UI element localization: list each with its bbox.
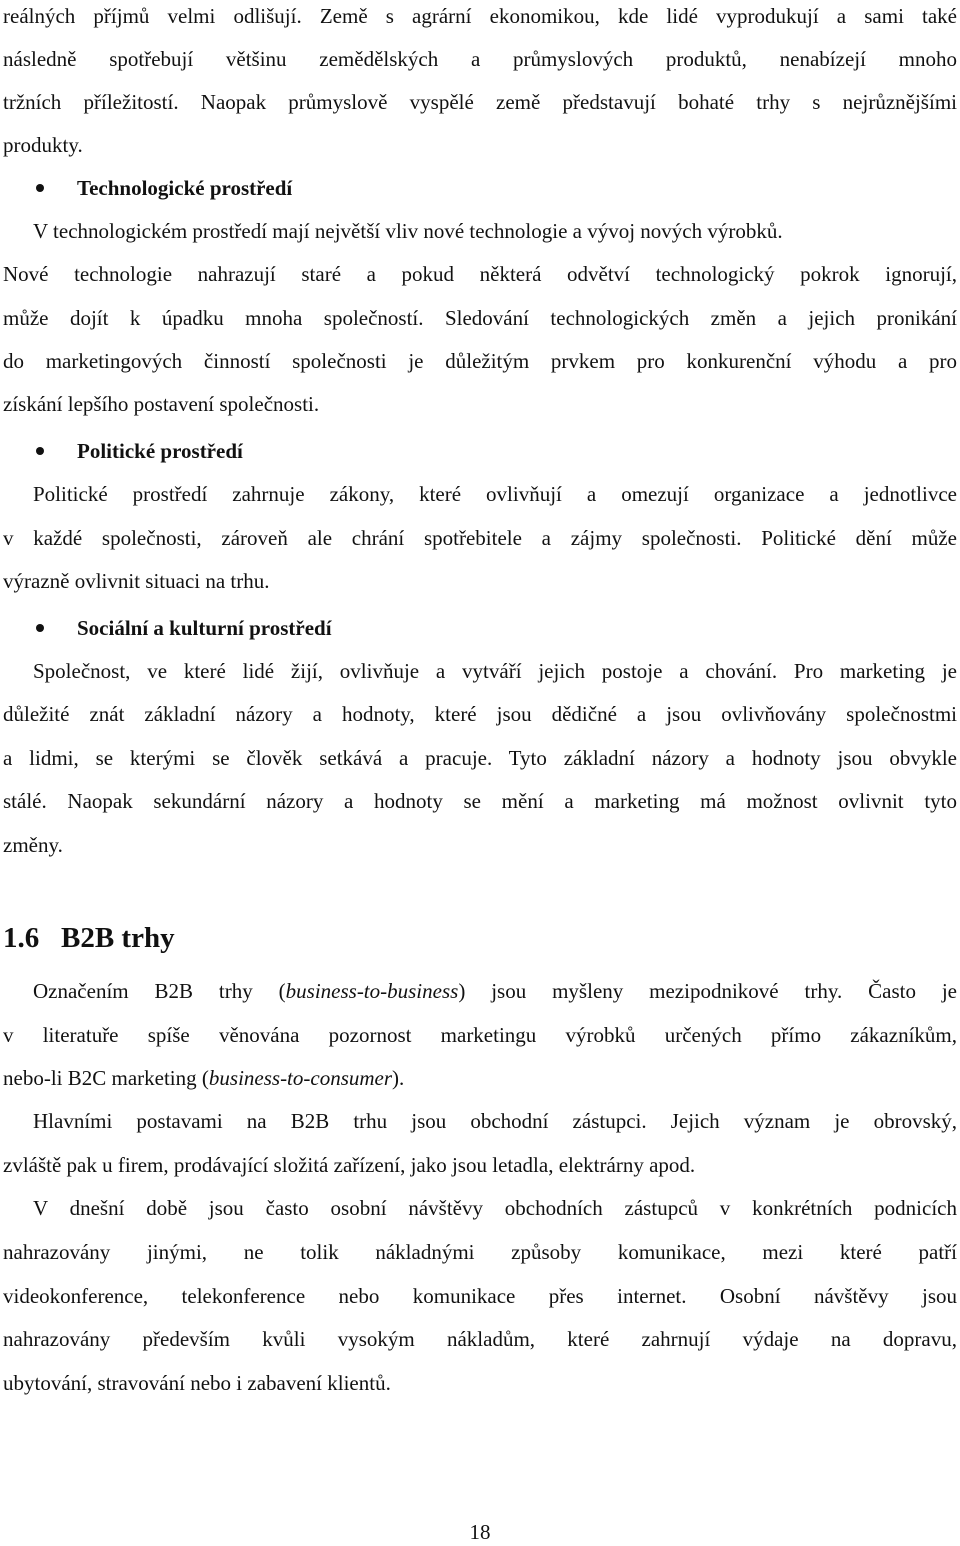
section-title: B2B trhy bbox=[61, 922, 175, 954]
italic-term: business-to-business bbox=[285, 979, 459, 1003]
bullet-heading-technology: Technologické prostředí bbox=[77, 176, 293, 200]
text-line: nahrazovány jinými, ne tolik nákladnými způsoby komunikace, mezi které patří bbox=[3, 1240, 957, 1264]
text-line: v každé společnosti, zároveň ale chrání spotřebitele a zájmy společnosti. Politické dění může bbox=[3, 526, 957, 550]
text-line: tržních příležitostí. Naopak průmyslově vyspělé země představují bohaté trhy s nejrůznějšími bbox=[3, 90, 957, 114]
text-line: Politické prostředí zahrnuje zákony, které ovlivňují a omezují organizace a jednotlivce bbox=[33, 482, 957, 506]
text-line: zvláště pak u firem, prodávající složitá zařízení, jako jsou letadla, elektrárny apod. bbox=[3, 1153, 696, 1177]
text-line: V dnešní době jsou často osobní návštěvy obchodních zástupců v konkrétních podnicích bbox=[33, 1196, 957, 1220]
text-line: Nové technologie nahrazují staré a pokud některá odvětví technologický pokrok ignorují, bbox=[3, 262, 957, 286]
text-line: Společnost, ve které lidé žijí, ovlivňuje a vytváří jejich postoje a chování. Pro marketing je bbox=[33, 659, 957, 683]
text-line: důležité znát základní názory a hodnoty, které jsou dědičné a jsou ovlivňovány společnostmi bbox=[3, 702, 957, 726]
text-line: následně spotřebují většinu zemědělských a průmyslových produktů, nenabízejí mnoho bbox=[3, 47, 957, 71]
text-line: Hlavními postavami na B2B trhu jsou obchodní zástupci. Jejich význam je obrovský, bbox=[33, 1109, 957, 1133]
text-line: produkty. bbox=[3, 133, 83, 157]
text-line: získání lepšího postavení společnosti. bbox=[3, 392, 320, 416]
bullet-heading-politics: Politické prostředí bbox=[77, 439, 243, 463]
text-line: nebo-li B2C marketing (business-to-consumer). bbox=[3, 1066, 405, 1090]
bullet-icon bbox=[36, 624, 44, 632]
text-line: Označením B2B trhy (business-to-business) jsou myšleny mezipodnikové trhy. Často je bbox=[33, 979, 957, 1003]
bullet-icon bbox=[36, 184, 44, 192]
bullet-heading-social: Sociální a kulturní prostředí bbox=[77, 616, 332, 640]
page-number: 18 bbox=[469, 1520, 491, 1544]
section-heading bbox=[3, 920, 175, 956]
text-line: výrazně ovlivnit situaci na trhu. bbox=[3, 569, 270, 593]
italic-term: business-to-consumer bbox=[208, 1066, 393, 1090]
text-line: změny. bbox=[3, 833, 63, 857]
bullet-icon bbox=[36, 447, 44, 455]
text-line: videokonference, telekonference nebo komunikace přes internet. Osobní návštěvy jsou bbox=[3, 1284, 957, 1308]
text-line: do marketingových činností společnosti je důležitým prvkem pro konkurenční výhodu a pro bbox=[3, 349, 957, 373]
text-line: a lidmi, se kterými se člověk setkává a pracuje. Tyto základní názory a hodnoty jsou obvykle bbox=[3, 746, 957, 770]
text-line: V technologickém prostředí mají největší vliv nové technologie a vývoj nových výrobků. bbox=[33, 219, 783, 243]
text-line: může dojít k úpadku mnoha společností. Sledování technologických změn a jejich pronikání bbox=[3, 306, 957, 330]
text-line: nahrazovány především kvůli vysokým nákladům, které zahrnují výdaje na dopravu, bbox=[3, 1327, 957, 1351]
text-line: reálných příjmů velmi odlišují. Země s agrární ekonomikou, kde lidé vyprodukují a sami také bbox=[3, 4, 957, 28]
text-line: v literatuře spíše věnována pozornost marketingu výrobků určených přímo zákazníkům, bbox=[3, 1023, 957, 1047]
section-number: 1.6 bbox=[3, 922, 40, 954]
text-line: stálé. Naopak sekundární názory a hodnoty se mění a marketing má možnost ovlivnit tyto bbox=[3, 789, 957, 813]
text-line: ubytování, stravování nebo i zabavení klientů. bbox=[3, 1371, 391, 1395]
